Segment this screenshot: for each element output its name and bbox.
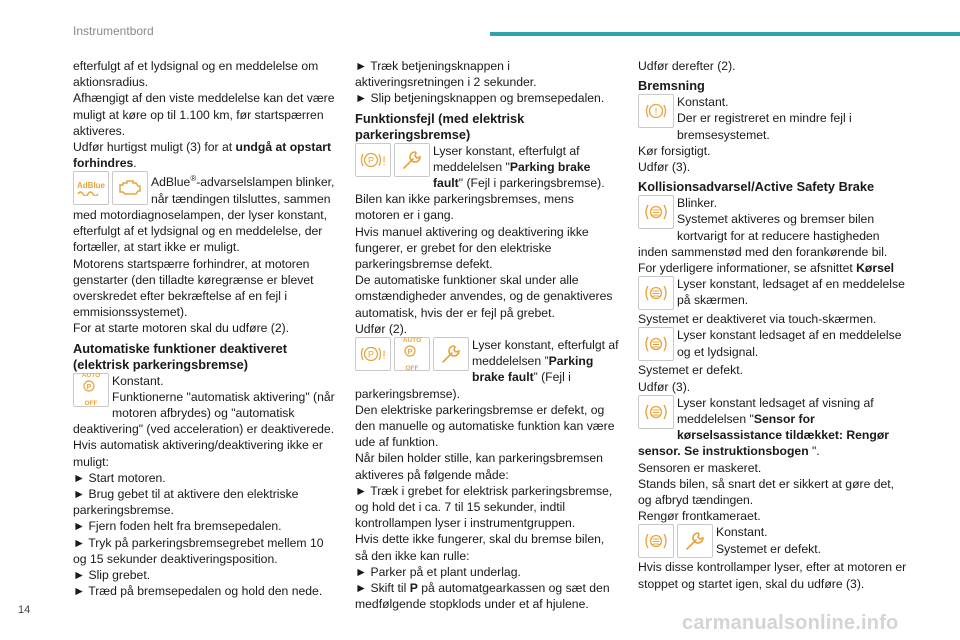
column-2 bbox=[355, 58, 620, 613]
parking-brake-fault-entry bbox=[355, 143, 620, 192]
icon-group bbox=[73, 373, 109, 407]
svg-text:!: ! bbox=[382, 348, 386, 363]
paragraph: Hvis disse kontrollamper lyser, efter at motoren er stoppet og startet igen, skal du udføre (3). bbox=[638, 560, 907, 591]
bold-text: undgå at opstart forhindres bbox=[73, 140, 332, 171]
list-item: ► Fjern foden helt fra bremsepedalen. bbox=[73, 519, 282, 534]
paragraph: Udfør (3). bbox=[638, 160, 691, 175]
paragraph: efterfulgt af et lydsignal og en meddelelse om aktionsradius. bbox=[73, 59, 319, 90]
paragraph: Bilen kan ikke parkeringsbremses, mens motoren er i gang. bbox=[355, 192, 574, 223]
text: AdBlue bbox=[151, 175, 191, 190]
bold-text: Sensor for kørselsassistance tildækket: Rengør sensor. Se instruktionsbogen bbox=[638, 412, 890, 459]
auto-off-entry bbox=[73, 373, 338, 438]
section-heading: Kollisionsadvarsel/Active Safety Brake bbox=[638, 179, 875, 195]
bold-text: P bbox=[409, 581, 418, 596]
parking-brake-auto-off-icon bbox=[394, 337, 430, 371]
list-item: ► Træk i grebet for elektrisk parkeringsbremse, og hold det i ca. 7 til 15 sekunder, indtil kontrollampen lyser i instrumentgruppen. bbox=[355, 483, 613, 531]
section-heading: Bremsning bbox=[638, 78, 705, 94]
text: Systemet aktiveres og bremser bilen kortvarigt for at reducere hastigheden inden sammenstød med den forankørende bil. bbox=[638, 212, 888, 259]
text: på automatgearkassen og sæt den medfølgende stopklods under et af hjulene. bbox=[355, 581, 610, 612]
paragraph: Den elektriske parkeringsbremse er defekt, og den manuelle og automatiske funktion kan være ude af funktion. bbox=[355, 402, 615, 450]
wrench-icon bbox=[394, 143, 430, 177]
adblue-entry bbox=[73, 171, 338, 255]
svg-text:!: ! bbox=[654, 107, 658, 119]
paragraph bbox=[73, 139, 338, 171]
paragraph: For at starte motoren skal du udføre (2). bbox=[73, 321, 290, 336]
list-item: ► Tryk på parkeringsbremsegrebet mellem 10 og 15 sekunder deaktiveringsposition. bbox=[73, 535, 324, 566]
svg-text:!: ! bbox=[382, 153, 386, 168]
text: " (Fejl i parkeringsbremse). bbox=[458, 176, 605, 191]
text: ” (Fejl i parkeringsbremse). bbox=[355, 370, 571, 401]
text: Systemet er defekt. bbox=[716, 541, 821, 556]
parking-brake-auto-off-icon bbox=[73, 373, 109, 407]
paragraph: Hvis automatisk aktivering/deaktivering ikke er muligt: bbox=[73, 438, 323, 469]
list-item: ► Træd på bremsepedalen og hold den nede. bbox=[73, 584, 323, 599]
adblue-icon-label: AdBlue bbox=[77, 180, 105, 190]
paragraph bbox=[638, 260, 908, 276]
paragraph: Systemet er defekt. bbox=[638, 363, 743, 378]
section-heading: Automatiske funktioner deaktiveret (elektrisk parkeringsbremse) bbox=[73, 340, 288, 372]
parking-brake-warning-icon bbox=[355, 337, 391, 371]
text: Konstant. bbox=[112, 373, 164, 388]
paragraph: Udfør (2). bbox=[355, 321, 408, 336]
svg-text:P: P bbox=[407, 348, 413, 356]
svg-text:P: P bbox=[367, 349, 375, 360]
text: Konstant. bbox=[677, 95, 729, 110]
collision-entry bbox=[638, 327, 908, 362]
page-number: 14 bbox=[18, 604, 31, 616]
collision-alert-icon bbox=[638, 395, 674, 429]
icon-group bbox=[355, 337, 469, 371]
braking-entry bbox=[638, 94, 908, 143]
paragraph: Udfør derefter (2). bbox=[638, 59, 736, 73]
paragraph: De automatiske funktioner skal under alle omstændigheder anvendes, og de genaktiveres automatisk, hvis der er fejl på grebet. bbox=[355, 273, 613, 320]
list-item: ► Slip betjeningsknappen og bremsepedalen. bbox=[355, 91, 605, 106]
list-item: ► Start motoren. bbox=[73, 470, 166, 485]
icon-group bbox=[355, 143, 430, 177]
parking-brake-warning-icon bbox=[355, 143, 391, 177]
parking-brake-defect-entry bbox=[355, 337, 620, 402]
paragraph: Stands bilen, så snart det er sikkert at gøre det, og afbryd tændingen. bbox=[638, 476, 895, 508]
collision-alert-icon bbox=[638, 524, 674, 558]
text: Lyser konstant, ledsaget af en meddelelse på skærmen. bbox=[677, 277, 905, 308]
svg-text:P: P bbox=[86, 384, 92, 392]
paragraph: Sensoren er maskeret. bbox=[638, 460, 762, 475]
paragraph: Motorens startspærre forhindrer, at motoren genstarter (den tilladte køregrænse er blevet overskredet efter bekræftelse af en fejl i emmisionssystemet). bbox=[73, 256, 314, 320]
header-accent-bar bbox=[490, 32, 960, 36]
bold-text: Parking brake fault bbox=[472, 354, 594, 385]
engine-diagnosis-icon bbox=[112, 171, 148, 205]
paragraph: Udfør (3). bbox=[638, 379, 691, 394]
text: Konstant. bbox=[716, 525, 768, 540]
collision-alert-icon bbox=[638, 276, 674, 310]
brake-warning-icon bbox=[638, 94, 674, 128]
text: ► Skift til bbox=[355, 581, 410, 596]
list-item: ► Slip grebet. bbox=[73, 567, 151, 582]
svg-text:P: P bbox=[367, 155, 375, 166]
text: Funktionerne "automatisk aktivering" (når motoren afbrydes) og "automatisk deaktivering" (ved acceleration) er deaktiverede. bbox=[73, 389, 335, 437]
icon-group bbox=[638, 94, 674, 128]
collision-defect-entry bbox=[638, 524, 908, 559]
column-3 bbox=[638, 58, 908, 592]
column-1 bbox=[73, 58, 338, 599]
adblue-warning-icon bbox=[73, 171, 109, 205]
paragraph: Hvis dette ikke fungerer, skal du bremse bilen, så den ikke kan rulle: bbox=[355, 532, 605, 563]
text: Lyser konstant ledsaget af visning af meddelelsen " bbox=[677, 395, 874, 427]
collision-entry bbox=[638, 276, 908, 311]
watermark: carmanualsonline.info bbox=[682, 612, 899, 634]
paragraph: Systemet er deaktiveret via touch-skærmen. bbox=[638, 312, 877, 327]
collision-alert-icon bbox=[638, 195, 674, 229]
header-title: Instrumentbord bbox=[73, 24, 154, 38]
auto-label: AUTO bbox=[81, 372, 101, 380]
text: Der er registreret en mindre fejl i bremsesystemet. bbox=[677, 111, 852, 142]
text: . bbox=[133, 156, 137, 171]
icon-group bbox=[73, 171, 148, 205]
paragraph: Rengør frontkameraet. bbox=[638, 509, 761, 524]
list-item bbox=[355, 580, 620, 612]
paragraph: Kør forsigtigt. bbox=[638, 143, 711, 158]
text: Lyser konstant, efterfulgt af meddelelsen " bbox=[433, 143, 580, 174]
off-label: OFF bbox=[84, 400, 98, 408]
bold-text: Kørsel bbox=[856, 261, 895, 276]
off-label: OFF bbox=[405, 364, 419, 372]
text: Udfør hurtigst muligt (3) for at bbox=[73, 140, 236, 155]
wrench-icon bbox=[677, 524, 713, 558]
paragraph: Hvis manuel aktivering og deaktivering ikke fungerer, er grebet for den elektriske parkeringsbremse defekt. bbox=[355, 224, 589, 272]
list-item: ► Parker på et plant underlag. bbox=[355, 564, 521, 579]
paragraph: Afhængigt af den viste meddelelse kan det være muligt at køre op til 1.100 km, før startspærren aktiveres. bbox=[73, 91, 335, 138]
paragraph: Når bilen holder stille, kan parkeringsbremsen aktiveres på følgende måde: bbox=[355, 451, 603, 482]
section-heading: Funktionsfejl (med elektrisk parkeringsbremse) bbox=[355, 110, 525, 142]
registered-mark: ® bbox=[190, 174, 197, 184]
bold-text: Parking brake fault bbox=[433, 159, 591, 191]
icon-group bbox=[638, 524, 713, 558]
auto-label: AUTO bbox=[402, 337, 422, 344]
list-item: ► Brug gebet til at aktivere den elektriske parkeringsbremse. bbox=[73, 486, 299, 518]
text: ". bbox=[808, 444, 820, 459]
list-item: ► Træk betjeningsknappen i aktiveringsretningen i 2 sekunder. bbox=[355, 59, 537, 90]
collision-entry bbox=[638, 395, 908, 460]
text: For yderligere informationer, se afsnittet bbox=[638, 261, 857, 276]
text: Lyser konstant ledsaget af en meddelelse og et lydsignal. bbox=[677, 328, 902, 359]
collision-alert-icon bbox=[638, 327, 674, 361]
text: Lyser konstant, efterfulgt af meddelelsen ” bbox=[472, 338, 619, 369]
wrench-icon bbox=[433, 337, 469, 371]
collision-entry bbox=[638, 195, 908, 260]
text: Blinker. bbox=[677, 196, 717, 211]
text: -advarselslampen blinker, når tændingen tilsluttes, sammen med motordiagnoselampen, der lyser konstant, efterfulgt af et lydsignal og en meddelelse, der fortæller, at start ikke er muligt. bbox=[73, 175, 335, 255]
